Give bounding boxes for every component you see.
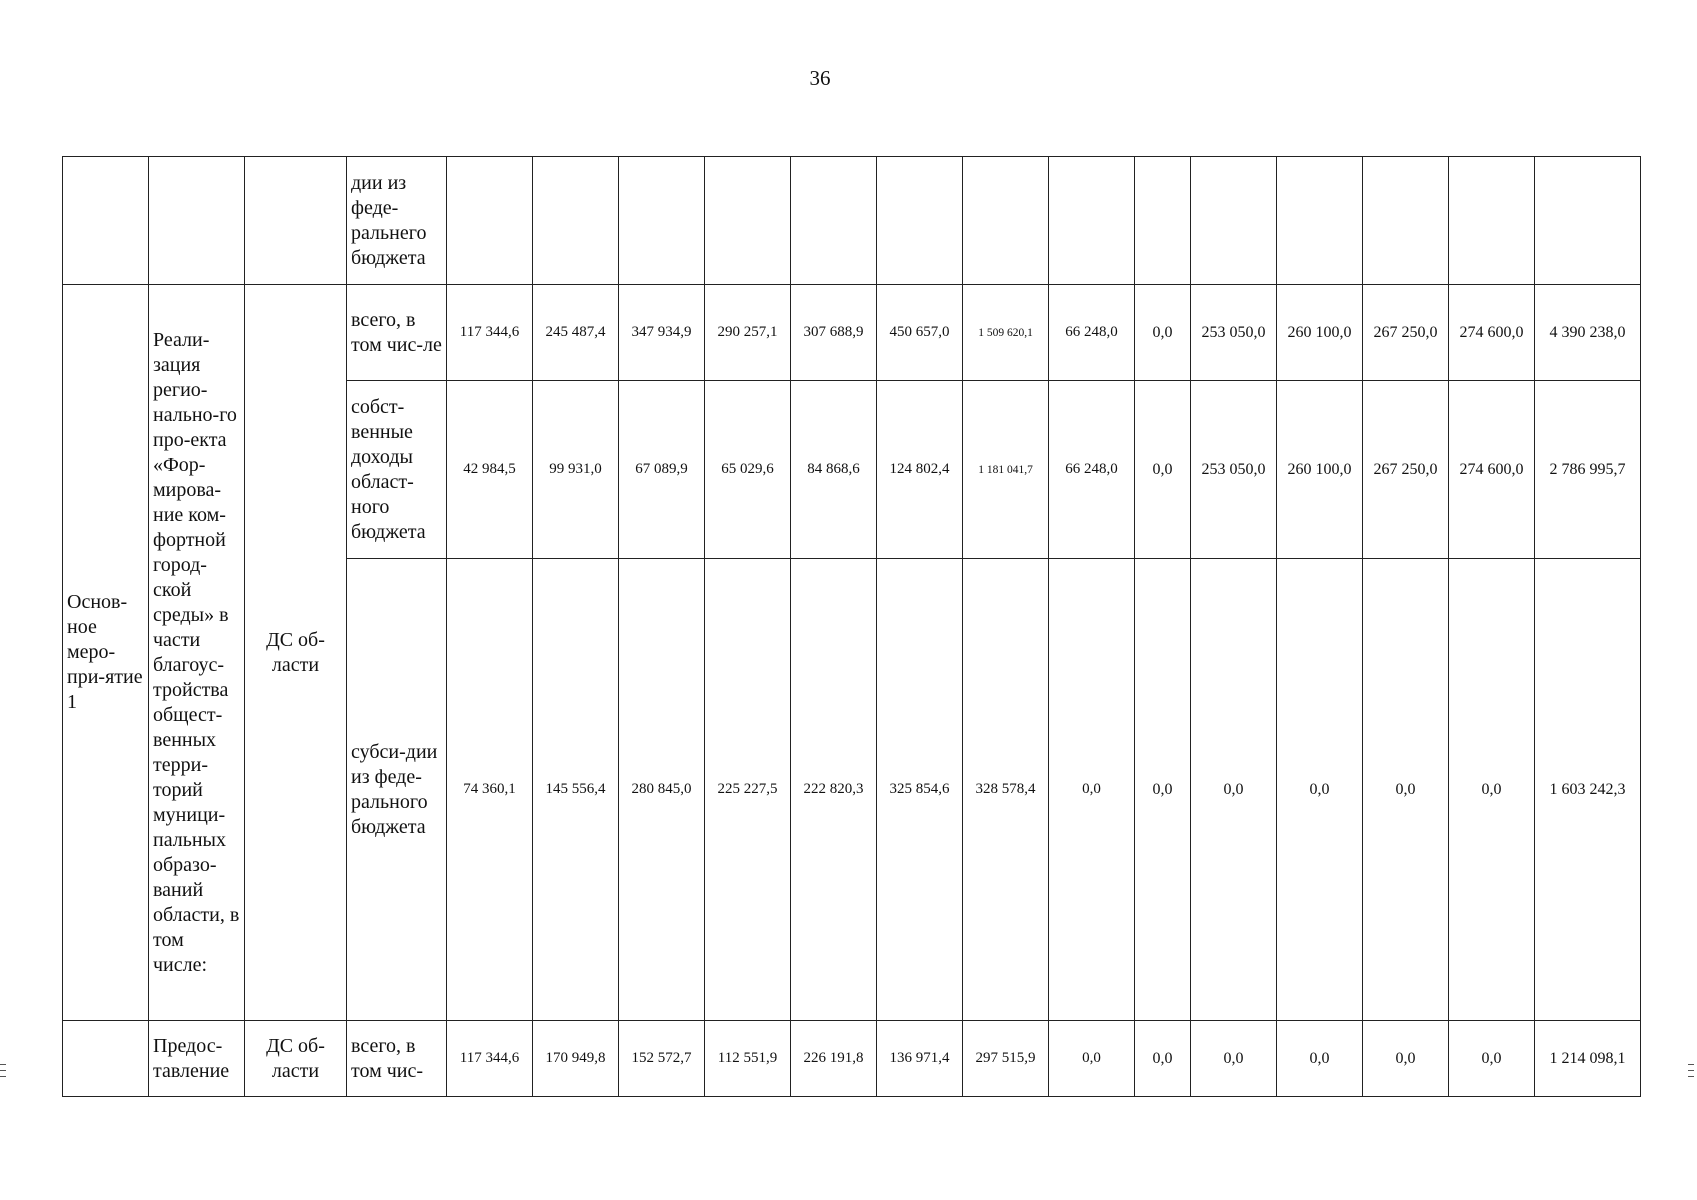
value-cell: 267 250,0: [1363, 285, 1449, 381]
table-cell-empty: [1135, 157, 1191, 285]
value-cell: 253 050,0: [1191, 381, 1277, 559]
value-cell: 74 360,1: [447, 559, 533, 1021]
value-cell: 0,0: [1135, 285, 1191, 381]
table-cell-empty: [1535, 157, 1641, 285]
table-cell-empty: [877, 157, 963, 285]
table-cell-empty: [791, 157, 877, 285]
value-cell: 99 931,0: [533, 381, 619, 559]
table-row-provision: [63, 1021, 1641, 1097]
budget-table: [62, 156, 1641, 1097]
value-cell: 226 191,8: [791, 1021, 877, 1097]
value-cell: 267 250,0: [1363, 381, 1449, 559]
value-cell: 136 971,4: [877, 1021, 963, 1097]
value-cell: 65 029,6: [705, 381, 791, 559]
funding-source-cell: субси-дии из феде-рального бюджета: [347, 559, 447, 1021]
executor-cell: ДС об-ласти: [245, 1021, 347, 1097]
value-cell: 0,0: [1191, 559, 1277, 1021]
value-cell: 66 248,0: [1049, 285, 1135, 381]
funding-source-cell: всего, в том чис-ле: [347, 285, 447, 381]
scan-margin-mark: [1688, 1070, 1694, 1071]
value-cell: 325 854,6: [877, 559, 963, 1021]
table-cell-empty: [63, 157, 149, 285]
executor-cell: ДС об-ласти: [245, 285, 347, 1021]
scan-margin-mark: [0, 1070, 6, 1071]
funding-source-cell: дии из феде-ральнего бюджета: [347, 157, 447, 285]
value-cell: 112 551,9: [705, 1021, 791, 1097]
value-cell: 84 868,6: [791, 381, 877, 559]
activity-title-cell: Предос-тавление: [149, 1021, 245, 1097]
scan-margin-mark: [0, 1076, 6, 1077]
table-cell-empty: [63, 1021, 149, 1097]
value-cell: 117 344,6: [447, 285, 533, 381]
table-cell-empty: [447, 157, 533, 285]
value-cell: 66 248,0: [1049, 381, 1135, 559]
scan-margin-mark: [1688, 1064, 1694, 1065]
table-cell-empty: [149, 157, 245, 285]
value-cell: 2 786 995,7: [1535, 381, 1641, 559]
value-cell: 260 100,0: [1277, 381, 1363, 559]
page-number: 36: [809, 66, 831, 90]
value-cell: 297 515,9: [963, 1021, 1049, 1097]
value-cell: 0,0: [1277, 559, 1363, 1021]
value-cell: 328 578,4: [963, 559, 1049, 1021]
value-cell: 280 845,0: [619, 559, 705, 1021]
value-cell: 253 050,0: [1191, 285, 1277, 381]
value-cell: 225 227,5: [705, 559, 791, 1021]
table-row-total: [63, 285, 1641, 381]
value-cell: 152 572,7: [619, 1021, 705, 1097]
scan-margin-mark: [0, 1064, 6, 1065]
value-cell: 170 949,8: [533, 1021, 619, 1097]
value-cell: 274 600,0: [1449, 285, 1535, 381]
value-cell: 222 820,3: [791, 559, 877, 1021]
table-cell-empty: [245, 157, 347, 285]
value-cell: 450 657,0: [877, 285, 963, 381]
activity-title-cell: Реали-зация регио-нально-го про-екта «Фор-мирова-ние ком-фортной город-ской среды» в части благоус-тройства общест-венных терри-торий муници-пальных образо-ваний области, в том числе:: [149, 285, 245, 1021]
scan-margin-mark: [1688, 1076, 1694, 1077]
value-cell: 1 603 242,3: [1535, 559, 1641, 1021]
value-cell: 0,0: [1449, 1021, 1535, 1097]
value-cell: 0,0: [1363, 1021, 1449, 1097]
value-cell: 307 688,9: [791, 285, 877, 381]
table-cell-empty: [1191, 157, 1277, 285]
value-cell: 274 600,0: [1449, 381, 1535, 559]
value-cell: 0,0: [1135, 559, 1191, 1021]
value-cell: 290 257,1: [705, 285, 791, 381]
value-cell: 0,0: [1135, 1021, 1191, 1097]
value-cell: 117 344,6: [447, 1021, 533, 1097]
table-cell-empty: [619, 157, 705, 285]
funding-source-cell: собст-венные доходы област-ного бюджета: [347, 381, 447, 559]
value-cell: 1 214 098,1: [1535, 1021, 1641, 1097]
value-cell: 245 487,4: [533, 285, 619, 381]
table-cell-empty: [533, 157, 619, 285]
activity-number-cell: Основ-ное меро-при-ятие 1: [63, 285, 149, 1021]
funding-source-cell: всего, в том чис-: [347, 1021, 447, 1097]
value-cell: 0,0: [1449, 559, 1535, 1021]
table-cell-empty: [1277, 157, 1363, 285]
value-cell: 145 556,4: [533, 559, 619, 1021]
value-cell: 260 100,0: [1277, 285, 1363, 381]
table-cell-empty: [1449, 157, 1535, 285]
value-cell: 0,0: [1191, 1021, 1277, 1097]
value-cell: 67 089,9: [619, 381, 705, 559]
value-cell: 0,0: [1277, 1021, 1363, 1097]
value-cell: 124 802,4: [877, 381, 963, 559]
table-cell-empty: [1049, 157, 1135, 285]
table-cell-empty: [1363, 157, 1449, 285]
value-cell: 1 181 041,7: [963, 381, 1049, 559]
value-cell: 0,0: [1049, 559, 1135, 1021]
value-cell: 1 509 620,1: [963, 285, 1049, 381]
value-cell: 0,0: [1363, 559, 1449, 1021]
value-cell: 42 984,5: [447, 381, 533, 559]
table-cell-empty: [705, 157, 791, 285]
table-cell-empty: [963, 157, 1049, 285]
value-cell: 4 390 238,0: [1535, 285, 1641, 381]
value-cell: 0,0: [1135, 381, 1191, 559]
table-row-continuation: [63, 157, 1641, 285]
value-cell: 347 934,9: [619, 285, 705, 381]
value-cell: 0,0: [1049, 1021, 1135, 1097]
